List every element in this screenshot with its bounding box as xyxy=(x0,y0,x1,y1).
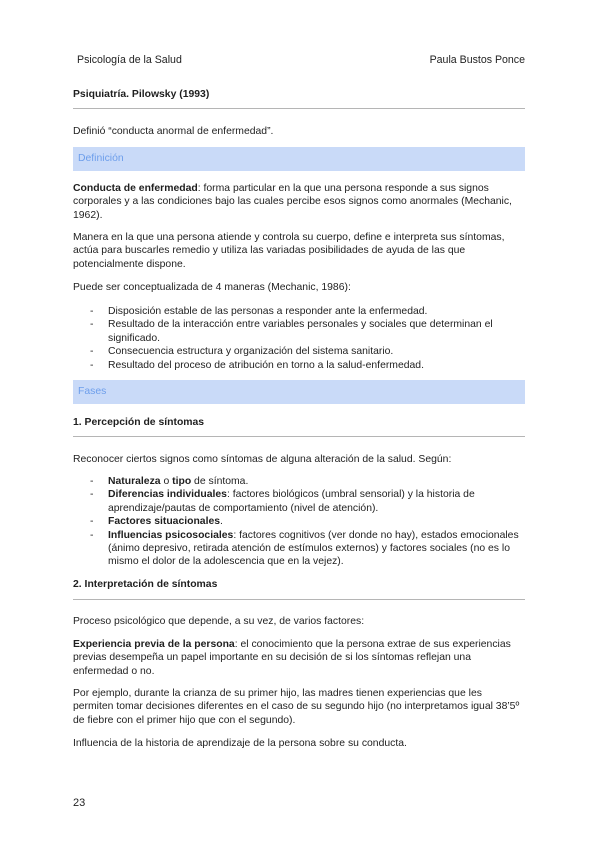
experiencia-paragraph xyxy=(73,638,523,678)
definition-paragraph xyxy=(73,182,523,222)
manera-paragraph: Manera en la que una persona atiende y controla su cuerpo, define e interpreta sus síntomas, actúa para buscarles remedio y utiliza las variadas posibilidades de ayuda de las que potencialmente dispone. xyxy=(73,232,505,270)
phase2-divider xyxy=(73,599,525,600)
experiencia-text: : el conocimiento que la persona extrae de sus experiencias previas desempeña un papel importante en su decisión de si los síntomas reflejan una enfermedad o no. xyxy=(73,639,511,677)
list-item: - Resultado de la interacción entre variables personales y sociales que determinan el significado. xyxy=(90,319,493,344)
header-author: Paula Bustos Ponce xyxy=(429,54,525,66)
ejemplo-paragraph: Por ejemplo, durante la crianza de su primer hijo, las madres tienen experiencias que les permiten tomar decisiones diferentes en el caso de su segundo hijo (no interpretamos igual 38’5º de fiebre con el primer hijo que con el segundo). xyxy=(73,688,520,726)
list-item: - Diferencias individuales: factores biológicos (umbral sensorial) y la historia de aprendizaje/pautas de comportamiento (nivel de atención). xyxy=(90,489,475,514)
definition-text: : forma particular en la que una persona responde a sus signos corporales y a las condiciones bajo las cuales percibe esos signos como anormales (Mechanic, 1962). xyxy=(73,183,512,221)
page-title: Psiquiatría. Pilowsky (1993) xyxy=(73,89,210,100)
list-item: - Factores situacionales. xyxy=(90,516,223,528)
list-item: - Resultado del proceso de atribución en torno a la salud-enfermedad. xyxy=(90,359,424,371)
list-item: - Influencias psicosociales: factores cognitivos (ver donde no hay), estados emocionales (ánimo depresivo, retirada atención de estímulos externos) y factores sociales (no es lo mismo el dolor de la adolescencia que en la vejez). xyxy=(90,529,519,568)
phase2-title: 2. Interpretación de síntomas xyxy=(73,579,218,590)
influencia-paragraph: Influencia de la historia de aprendizaje de la persona sobre su conducta. xyxy=(73,738,407,749)
header-subject: Psicología de la Salud xyxy=(77,54,182,66)
intro-text: Definió “conducta anormal de enfermedad”. xyxy=(73,126,274,137)
section-title-fases: Fases xyxy=(78,386,107,397)
title-divider xyxy=(73,108,525,109)
conceptualization-list xyxy=(73,305,525,372)
running-header xyxy=(77,54,525,68)
phase1-title: 1. Percepción de síntomas xyxy=(73,417,205,428)
page-number: 23 xyxy=(73,797,86,809)
conceptualizada-paragraph: Puede ser conceptualizada de 4 maneras (Mechanic, 1986): xyxy=(73,282,351,293)
phase1-list xyxy=(73,475,525,569)
term-experiencia-previa: Experiencia previa de la persona xyxy=(73,639,235,650)
phase2-intro: Proceso psicológico que depende, a su vez, de varios factores: xyxy=(73,616,365,627)
section-title-definicion: Definición xyxy=(78,153,124,164)
term-conducta-enfermedad: Conducta de enfermedad xyxy=(73,183,198,194)
phase1-paragraph: Reconocer ciertos signos como síntomas de alguna alteración de la salud. Según: xyxy=(73,454,452,465)
list-item: - Disposición estable de las personas a responder ante la enfermedad. xyxy=(90,306,428,317)
list-item: - Naturaleza o tipo de síntoma. xyxy=(90,476,249,487)
section-band-definicion xyxy=(73,147,525,171)
phase1-divider xyxy=(73,436,525,437)
section-band-fases xyxy=(73,380,525,404)
list-item: - Consecuencia estructura y organización del sistema sanitario. xyxy=(90,346,394,358)
